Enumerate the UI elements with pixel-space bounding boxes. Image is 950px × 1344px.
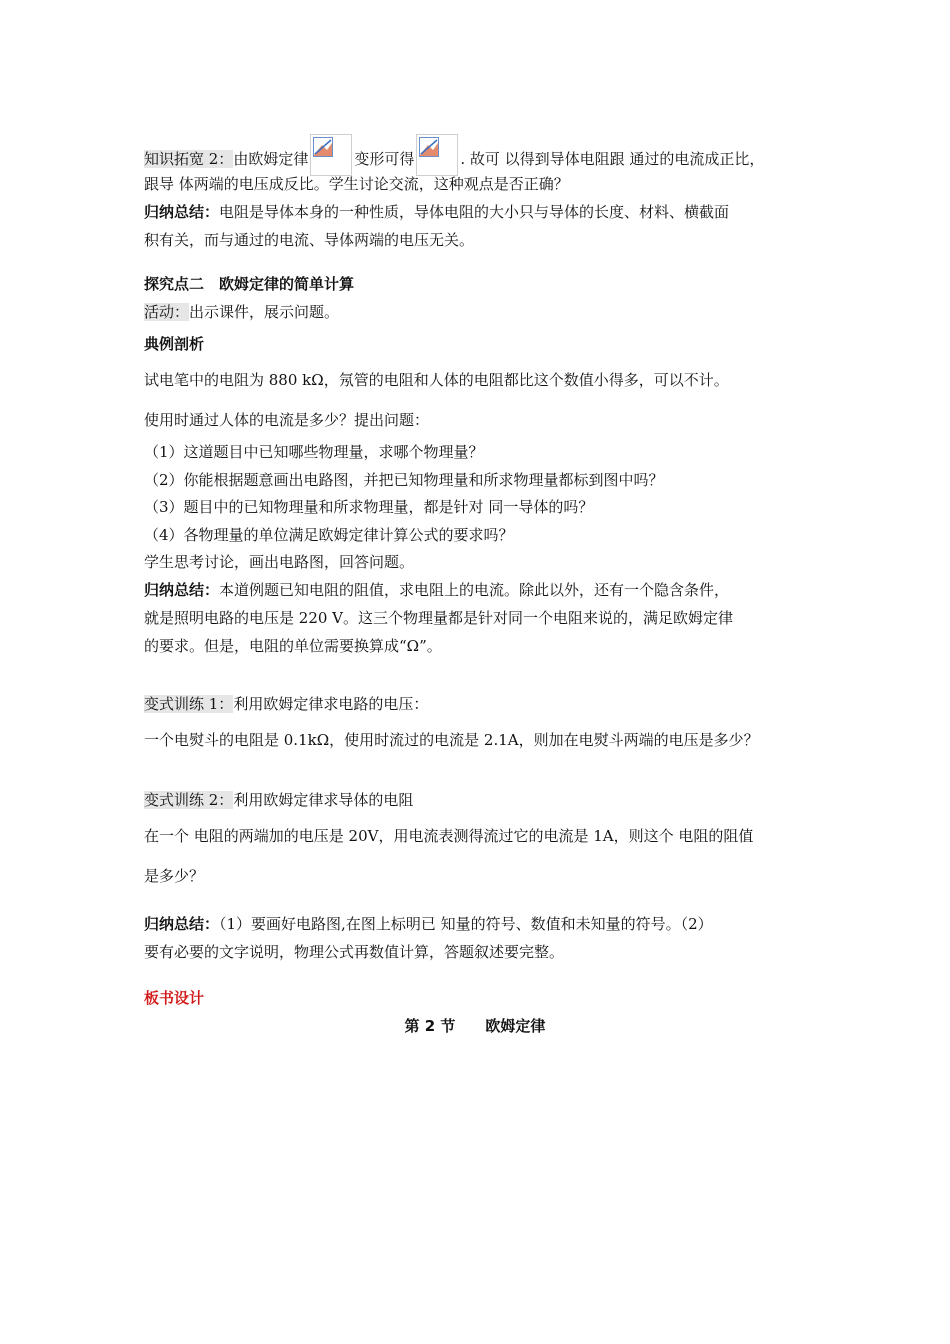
ext2-line2: 跟导 体两端的电压成反比。学生讨论交流，这种观点是否正确？: [144, 175, 569, 193]
summary2-line2: 就是照明电路的电压是 220 V。这三个物理量都是针对同一个电阻来说的，满足欧姆定律: [144, 609, 734, 627]
summary2-label: 归纳总结：: [144, 581, 220, 599]
question-1: （1）这道题目中已知哪些物理量，求哪个物理量？: [144, 443, 484, 461]
summary1-text: 电阻是导体本身的一种性质，导体电阻的大小只与导体的长度、材料、横截面: [219, 203, 730, 221]
example-title: 典例剖析: [144, 335, 205, 353]
ext2-text-c: . 故可 以得到导体电阻跟 通过的电流成正比，: [460, 150, 765, 168]
ext2-line1: [144, 134, 764, 176]
problem-line2: 使用时通过人体的电流是多少？提出问题：: [144, 411, 430, 429]
summary3-text: （1）要画好电路图,在图上标明已 知量的符号、数值和未知量的符号。（2）: [219, 915, 713, 933]
drill1-line: [144, 694, 428, 714]
ext2-text-a: 由欧姆定律: [233, 150, 309, 168]
question-3: （3）题目中的已知物理量和所求物理量，都是针对 同一导体的吗？: [144, 498, 594, 516]
drill2-title: 利用欧姆定律求导体的电阻: [233, 791, 414, 809]
summary2-text: 本道例题已知电阻的阻值，求电阻上的电流。除此以外，还有一个隐含条件，: [219, 581, 730, 599]
summary3-label: 归纳总结：: [144, 915, 220, 933]
drill2-problem-line2: 是多少？: [144, 867, 205, 885]
summary3-line2: 要有必要的文字说明，物理公式再数值计算，答题叙述要完整。: [144, 943, 565, 961]
summary3-line1: [144, 914, 713, 934]
question-2: （2）你能根据题意画出电路图，并把已知物理量和所求物理量都标到图中吗？: [144, 471, 664, 489]
summary1-line1: [144, 202, 729, 222]
ext2-text-b: 变形可得: [354, 150, 415, 168]
section2-title: 探究点二 欧姆定律的简单计算: [144, 275, 355, 293]
drill2-problem-line1: 在一个 电阻的两端加的电压是 20V，用电流表测得流过它的电流是 1A，则这个 电阻的阻值: [144, 827, 754, 845]
drill2-line: [144, 790, 413, 810]
summary2-line1: [144, 580, 729, 600]
formula-image-1: [310, 134, 352, 176]
activity-line: [144, 302, 339, 322]
question-4: （4）各物理量的单位满足欧姆定律计算公式的要求吗？: [144, 526, 514, 544]
summary2-line3: 的要求。但是，电阻的单位需要换算成“Ω”。: [144, 637, 442, 655]
drill1-problem: 一个电熨斗的电阻是 0.1kΩ，使用时流过的电流是 2.1A，则加在电熨斗两端的电压是多少？: [144, 731, 759, 749]
drill1-title: 利用欧姆定律求电路的电压：: [233, 695, 429, 713]
formula-image-2: [416, 134, 458, 176]
drill1-label: 变式训练 1：: [144, 695, 234, 713]
ext2-label: 知识拓宽 2：: [144, 150, 234, 168]
board-subtitle: 第 2 节 欧姆定律: [404, 1017, 546, 1035]
broken-image-icon: [419, 137, 439, 157]
drill2-label: 变式训练 2：: [144, 791, 234, 809]
board-title: 板书设计: [144, 989, 205, 1007]
problem-line1: 试电笔中的电阻为 880 kΩ，氖管的电阻和人体的电阻都比这个数值小得多，可以不计。: [144, 371, 729, 389]
discussion-line: 学生思考讨论，画出电路图，回答问题。: [144, 553, 415, 571]
activity-text: 出示课件，展示问题。: [189, 303, 340, 321]
summary1-label: 归纳总结：: [144, 203, 220, 221]
activity-label: 活动：: [144, 303, 190, 321]
summary1-line2: 积有关，而与通过的电流、导体两端的电压无关。: [144, 231, 475, 249]
broken-image-icon: [313, 137, 333, 157]
